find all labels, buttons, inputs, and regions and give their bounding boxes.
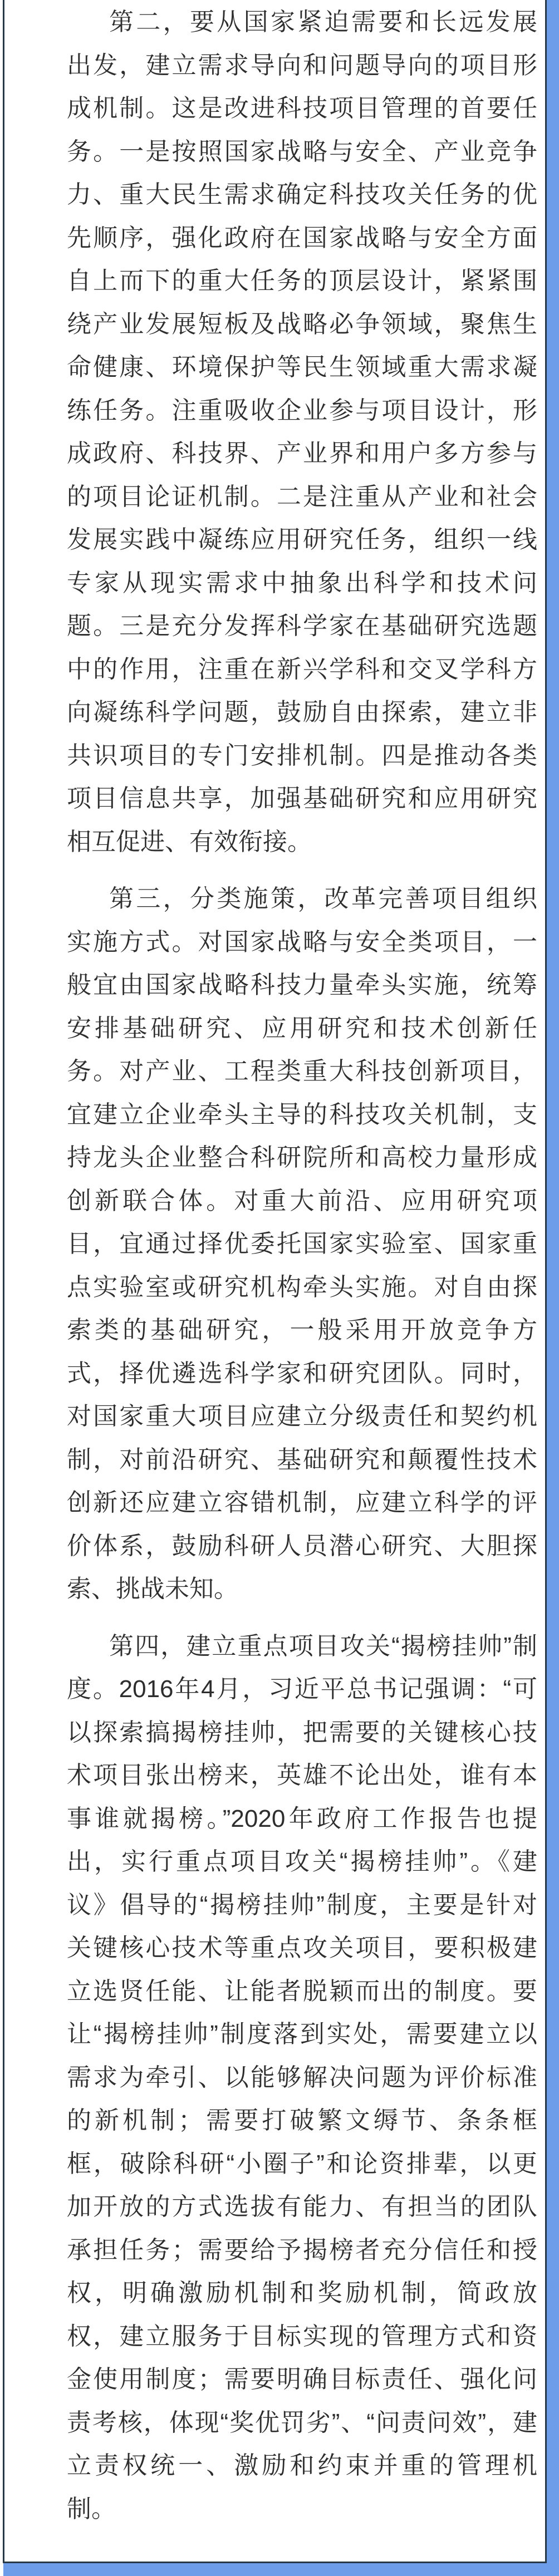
text-line: 立选贤任能、让能者脱颖而出的制度。要 — [67, 1977, 537, 2005]
text-line: 力、重大民生需求确定科技攻关任务的优 — [67, 181, 537, 208]
text-line: 绕产业发展短板及战略必争领域，聚焦生 — [67, 310, 537, 338]
text-line: 事谁就揭榜。”2020年政府工作报告也提 — [67, 1805, 537, 1832]
text-line: 发展实践中凝练应用研究任务，组织一线 — [67, 526, 537, 553]
text-line: 关键核心技术等重点攻关项目，要积极建 — [67, 1934, 537, 1962]
paragraph-1 — [67, 1, 537, 863]
text-line: 术项目张出榜来，英雄不论出处，谁有本 — [67, 1762, 537, 1789]
text-line: 框，破除科研“小圈子”和论资排辈，以更 — [67, 2150, 537, 2177]
text-line: 点实验室或研究机构牵头实施。对自由探 — [67, 1273, 537, 1301]
text-line: 的新机制；需要打破繁文缛节、条条框 — [67, 2107, 537, 2134]
text-line: 项目信息共享，加强基础研究和应用研究 — [67, 785, 537, 812]
text-line: 索类的基础研究，一般采用开放竞争方 — [67, 1316, 537, 1344]
text-line: 度。2016年4月，习近平总书记强调：“可 — [67, 1675, 537, 1703]
text-line: 先顺序，强化政府在国家战略与安全方面 — [67, 224, 537, 252]
document-page — [3, 0, 547, 2563]
text-line: 向凝练科学问题，鼓励自由探索，建立非 — [67, 699, 537, 726]
document-text — [67, 0, 537, 2530]
page-shadow-right — [547, 0, 559, 2576]
text-line: 出发，建立需求导向和问题导向的项目形 — [67, 51, 537, 79]
text-line: 成机制。这是改进科技项目管理的首要任 — [67, 95, 537, 122]
text-line: 索、挑战未知。 — [67, 1575, 238, 1602]
text-line: 制。 — [67, 2495, 116, 2523]
text-line: 第二，要从国家紧迫需要和长远发展 — [109, 8, 537, 36]
text-line: 需求为牵引、以能够解决问题为评价标准 — [67, 2063, 537, 2091]
text-line: 实施方式。对国家战略与安全类项目，一 — [67, 928, 537, 956]
page-shadow-bottom — [3, 2563, 559, 2576]
text-line: 权，建立服务于目标实现的管理方式和资 — [67, 2322, 537, 2350]
text-line: 自上而下的重大任务的顶层设计，紧紧围 — [67, 267, 537, 294]
text-line: 以探索搞揭榜挂帅，把需要的关键核心技 — [67, 1718, 537, 1746]
text-line: 第三，分类施策，改革完善项目组织 — [109, 885, 537, 912]
text-line: 式，择优遴选科学家和研究团队。同时， — [67, 1359, 537, 1387]
text-line: 成政府、科技界、产业界和用户多方参与 — [67, 440, 537, 467]
text-line: 创新联合体。对重大前沿、应用研究项 — [67, 1187, 537, 1215]
text-line: 安排基础研究、应用研究和技术创新任 — [67, 1014, 537, 1042]
text-line: 承担任务；需要给予揭榜者充分信任和授 — [67, 2236, 537, 2264]
text-line: 出，实行重点项目攻关“揭榜挂帅”。《建 — [67, 1848, 537, 1875]
text-line: 权，明确激励机制和奖励机制，简政放 — [67, 2279, 537, 2307]
text-line: 相互促进、有效衔接。 — [67, 828, 312, 856]
text-line: 目，宜通过择优委托国家实验室、国家重 — [67, 1230, 537, 1257]
text-line: 责考核，体现“奖优罚劣”、“问责问效”，建 — [67, 2408, 537, 2436]
text-line: 议》倡导的“揭榜挂帅”制度，主要是针对 — [67, 1891, 537, 1919]
text-line: 第四，建立重点项目攻关“揭榜挂帅”制 — [109, 1632, 537, 1660]
text-line: 加开放的方式选拔有能力、有担当的团队 — [67, 2193, 537, 2220]
text-line: 金使用制度；需要明确目标责任、强化问 — [67, 2366, 537, 2393]
text-line: 创新还应建立容错机制，应建立科学的评 — [67, 1489, 537, 1516]
text-line: 对国家重大项目应建立分级责任和契约机 — [67, 1403, 537, 1430]
text-line: 价体系，鼓励科研人员潜心研究、大胆探 — [67, 1532, 537, 1560]
text-line: 专家从现实需求中抽象出科学和技术问 — [67, 569, 537, 597]
text-line: 命健康、环境保护等民生领域重大需求凝 — [67, 353, 537, 381]
text-line: 让“揭榜挂帅”制度落到实处，需要建立以 — [67, 2021, 537, 2048]
text-line: 题。三是充分发挥科学家在基础研究选题 — [67, 612, 537, 640]
text-line: 制，对前沿研究、基础研究和颠覆性技术 — [67, 1446, 537, 1473]
text-line: 务。对产业、工程类重大科技创新项目， — [67, 1058, 537, 1085]
text-line: 持龙头企业整合科研院所和高校力量形成 — [67, 1144, 537, 1171]
text-line: 的项目论证机制。二是注重从产业和社会 — [67, 483, 537, 510]
text-line: 务。一是按照国家战略与安全、产业竞争 — [67, 137, 537, 165]
text-line: 宜建立企业牵头主导的科技攻关机制，支 — [67, 1100, 537, 1128]
text-line: 中的作用，注重在新兴学科和交叉学科方 — [67, 655, 537, 683]
paragraph-3 — [67, 1625, 537, 2531]
text-line: 练任务。注重吸收企业参与项目设计，形 — [67, 396, 537, 424]
text-line: 立责权统一、激励和约束并重的管理机 — [67, 2452, 537, 2479]
text-line: 般宜由国家战略科技力量牵头实施，统筹 — [67, 971, 537, 999]
text-line: 共识项目的专门安排机制。四是推动各类 — [67, 741, 537, 769]
paragraph-2 — [67, 877, 537, 1611]
